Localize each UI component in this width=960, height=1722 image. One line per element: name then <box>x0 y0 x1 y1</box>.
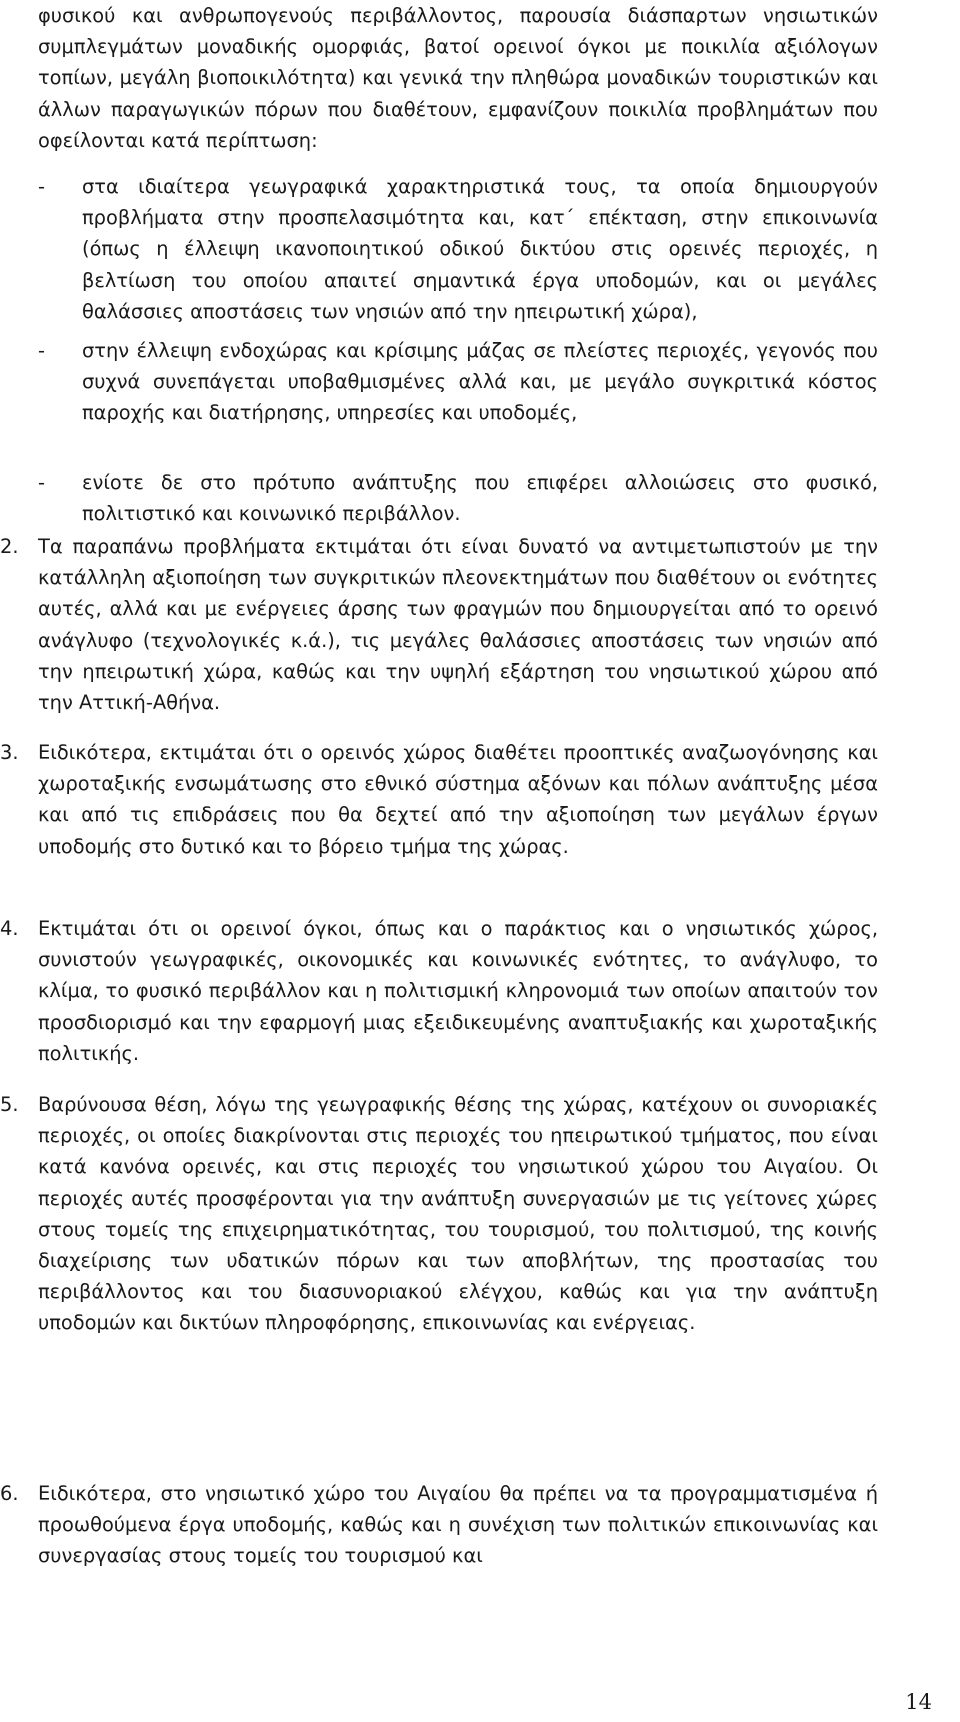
item-number: 4. <box>0 917 19 940</box>
bullet-marker: - <box>38 471 45 494</box>
bullet-item-2 <box>38 335 878 429</box>
bullet-text: στα ιδιαίτερα γεωγραφικά χαρακτηριστικά τους, τα οποία δημιουργούν προβλήματα στην προσπελασιμότητα και, κατ΄ επέκταση, στην επικοινωνία (όπως η έλλειψη ικανοποιητικού οδικού δικτύου στις ορεινές περιοχές, η βελτίωση του οποίου απαιτεί σημαντικά έργα υποδομών, και οι μεγάλες θαλάσσιες αποστάσεις των νησιών από την ηπειρωτική χώρα), <box>82 175 878 323</box>
item-number: 2. <box>0 535 19 558</box>
bullet-text: ενίοτε δε στο πρότυπο ανάπτυξης που επιφέρει αλλοιώσεις στο φυσικό, πολιτιστικό και κοινωνικό περιβάλλον. <box>82 471 878 526</box>
item-text: Εκτιμάται ότι οι ορεινοί όγκοι, όπως και ο παράκτιος και ο νησιωτικός χώρος, συνιστούν γεωγραφικές, οικονομικές και κοινωνικές ενότητες, το ανάγλυφο, το κλίμα, το φυσικό περιβάλλον και η πολιτισμική κληρονομιά των οποίων απαιτούν τον προσδιορισμό και την εφαρμογή μιας εξειδικευμένης αναπτυξιακής και χωροταξικής πολιτικής. <box>38 917 878 1065</box>
numbered-item-4 <box>0 913 878 1069</box>
numbered-item-2 <box>0 531 878 718</box>
item-text: Ειδικότερα, στο νησιωτικό χώρο του Αιγαίου θα πρέπει να τα προγραμματισμένα ή προωθούμενα έργα υποδομής, καθώς και η συνέχιση των πολιτικών επικοινωνίας και συνεργασίας στους τομείς του τουρισμού και <box>38 1482 878 1568</box>
bullet-marker: - <box>38 175 45 198</box>
item-text: Ειδικότερα, εκτιμάται ότι ο ορεινός χώρος διαθέτει προοπτικές αναζωογόνησης και χωροταξικής ενσωμάτωσης στο εθνικό σύστημα αξόνων και πόλων ανάπτυξης μέσα και από τις επιδράσεις που θα δεχτεί από την αξιοποίηση των μεγάλων έργων υποδομής στο δυτικό και το βόρειο τμήμα της χώρας. <box>38 741 878 858</box>
item-text: Τα παραπάνω προβλήματα εκτιμάται ότι είναι δυνατό να αντιμετωπιστούν με την κατάλληλη αξιοποίηση των συγκριτικών πλεονεκτημάτων που διαθέτουν οι ενότητες αυτές, αλλά και με ενέργειες άρσης των φραγμών που δημιουργείται από το ορεινό ανάγλυφο (τεχνολογικές κ.ά.), τις μεγάλες θαλάσσιες αποστάσεις των νησιών από την ηπειρωτική χώρα, καθώς και την υψηλή εξάρτηση του νησιωτικού χώρου από την Αττική-Αθήνα. <box>38 535 878 715</box>
numbered-item-6 <box>0 1478 878 1572</box>
bullet-text: στην έλλειψη ενδοχώρας και κρίσιμης μάζας σε πλείστες περιοχές, γεγονός που συχνά συνεπάγεται υποβαθμισμένες αλλά και, με μεγάλο συγκριτικά κόστος παροχής και διατήρησης, υπηρεσίες και υποδομές, <box>82 339 878 425</box>
bullet-item-3 <box>38 467 878 529</box>
item-text: Βαρύνουσα θέση, λόγω της γεωγραφικής θέσης της χώρας, κατέχουν οι συνοριακές περιοχές, οι οποίες διακρίνονται στις περιοχές του ηπειρωτικού τμήματος, που είναι κατά κανόνα ορεινές, και στις περιοχές του νησιωτικού χώρου του Αιγαίου. Οι περιοχές αυτές προσφέρονται για την ανάπτυξη συνεργασιών με τις γείτονες χώρες στους τομείς της επιχειρηματικότητας, του τουρισμού, του πολιτισμού, της κοινής διαχείρισης των υδατικών πόρων και των αποβλήτων, της προστασίας του περιβάλλοντος και του διασυνοριακού ελέγχου, καθώς και για την ανάπτυξη υποδομών και δικτύων πληροφόρησης, επικοινωνίας και ενέργειας. <box>38 1093 878 1335</box>
item-number: 5. <box>0 1093 19 1116</box>
item-number: 6. <box>0 1482 19 1505</box>
item-number: 3. <box>0 741 19 764</box>
intro-paragraph: φυσικού και ανθρωπογενούς περιβάλλοντος, παρουσία διάσπαρτων νησιωτικών συμπλεγμάτων μοναδικής ομορφιάς, βατοί ορεινοί όγκοι με ποικιλία αξιόλογων τοπίων, μεγάλη βιοποικιλότητα) και γενικά την πληθώρα μοναδικών τουριστικών και άλλων παραγωγικών πόρων που διαθέτουν, εμφανίζουν ποικιλία προβλημάτων που οφείλονται κατά περίπτωση: <box>38 4 878 152</box>
numbered-item-3 <box>0 737 878 862</box>
numbered-item-5 <box>0 1089 878 1339</box>
bullet-marker: - <box>38 339 45 362</box>
page-number: 14 <box>905 1690 932 1714</box>
bullet-item-1 <box>38 171 878 327</box>
